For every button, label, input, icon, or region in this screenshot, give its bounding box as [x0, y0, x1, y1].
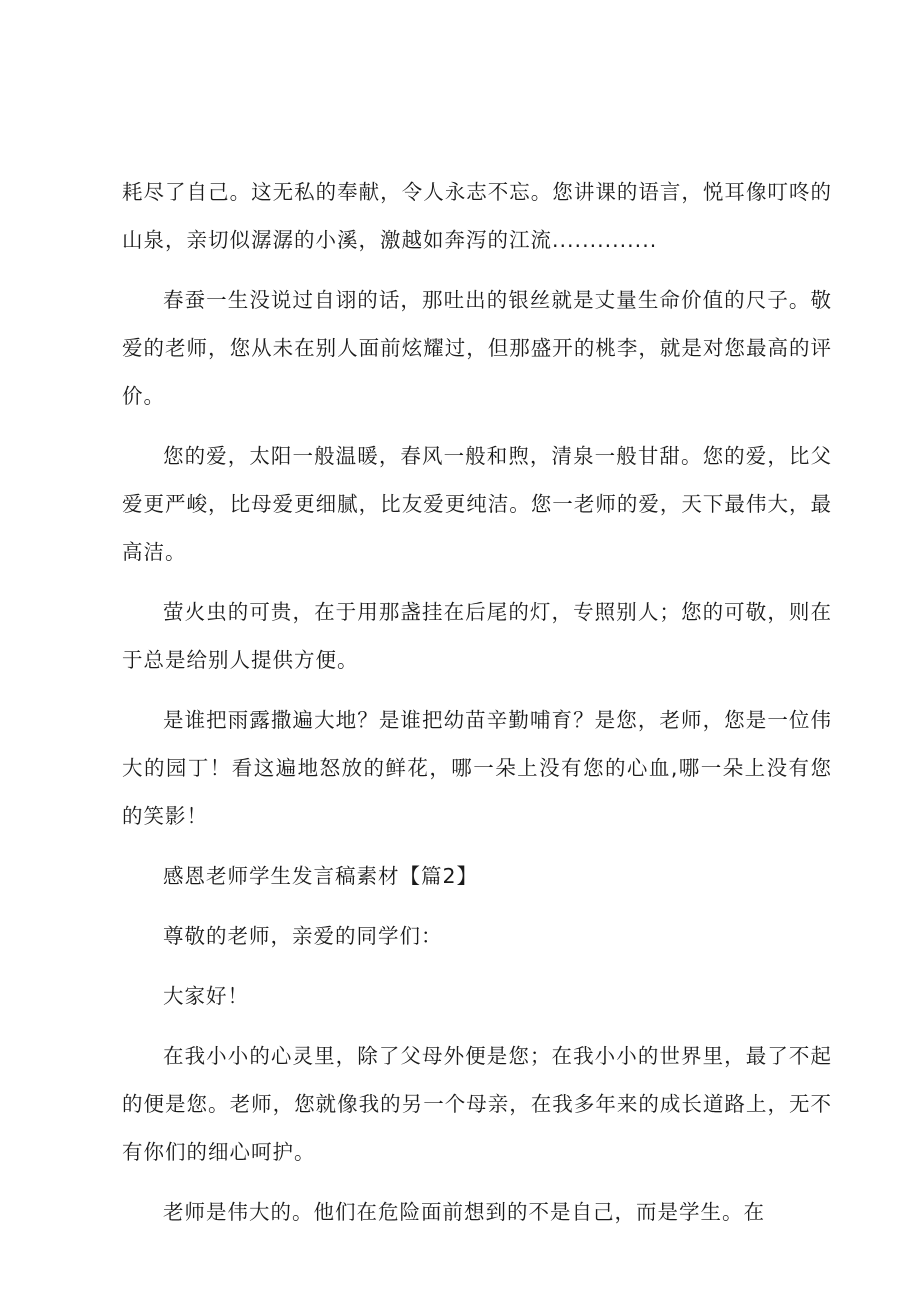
document-body: [122, 168, 832, 1248]
paragraph-gardener: 是谁把雨露撒遍大地？是谁把幼苗辛勤哺育？是您，老师，您是一位伟大的园丁！看这遍地怒放的鲜花，哪一朵上没有您的心血,哪一朵上没有您的笑影！: [122, 708, 832, 828]
salutation: 尊敬的老师，亲爱的同学们：: [163, 924, 443, 948]
greeting: 大家好！: [163, 984, 249, 1008]
paragraph-little-heart: 在我小小的心灵里，除了父母外便是您；在我小小的世界里，最了不起的便是您。老师，您就像我的另一个母亲，在我多年来的成长道路上，无不有你们的细心呵护。: [122, 1044, 832, 1164]
paragraph-your-love: 您的爱，太阳一般温暖，春风一般和煦，清泉一般甘甜。您的爱，比父爱更严峻，比母爱更细腻，比友爱更纯洁。您一老师的爱，天下最伟大，最高洁。: [122, 444, 832, 564]
section-heading: 感恩老师学生发言稿素材【篇2】: [163, 864, 479, 888]
paragraph-firefly: 萤火虫的可贵，在于用那盏挂在后尾的灯，专照别人；您的可敬，则在于总是给别人提供方便。: [122, 600, 832, 672]
paragraph-continued: 耗尽了自己。这无私的奉献，令人永志不忘。您讲课的语言，悦耳像叮咚的山泉，亲切似潺潺的小溪，激越如奔泻的江流..............: [122, 180, 832, 252]
paragraph-silkworm: 春蚕一生没说过自诩的话，那吐出的银丝就是丈量生命价值的尺子。敬爱的老师，您从未在别人面前炫耀过，但那盛开的桃李，就是对您最高的评价。: [122, 288, 832, 408]
paragraph-teacher-great: 老师是伟大的。他们在危险面前想到的不是自己，而是学生。在: [163, 1200, 765, 1224]
